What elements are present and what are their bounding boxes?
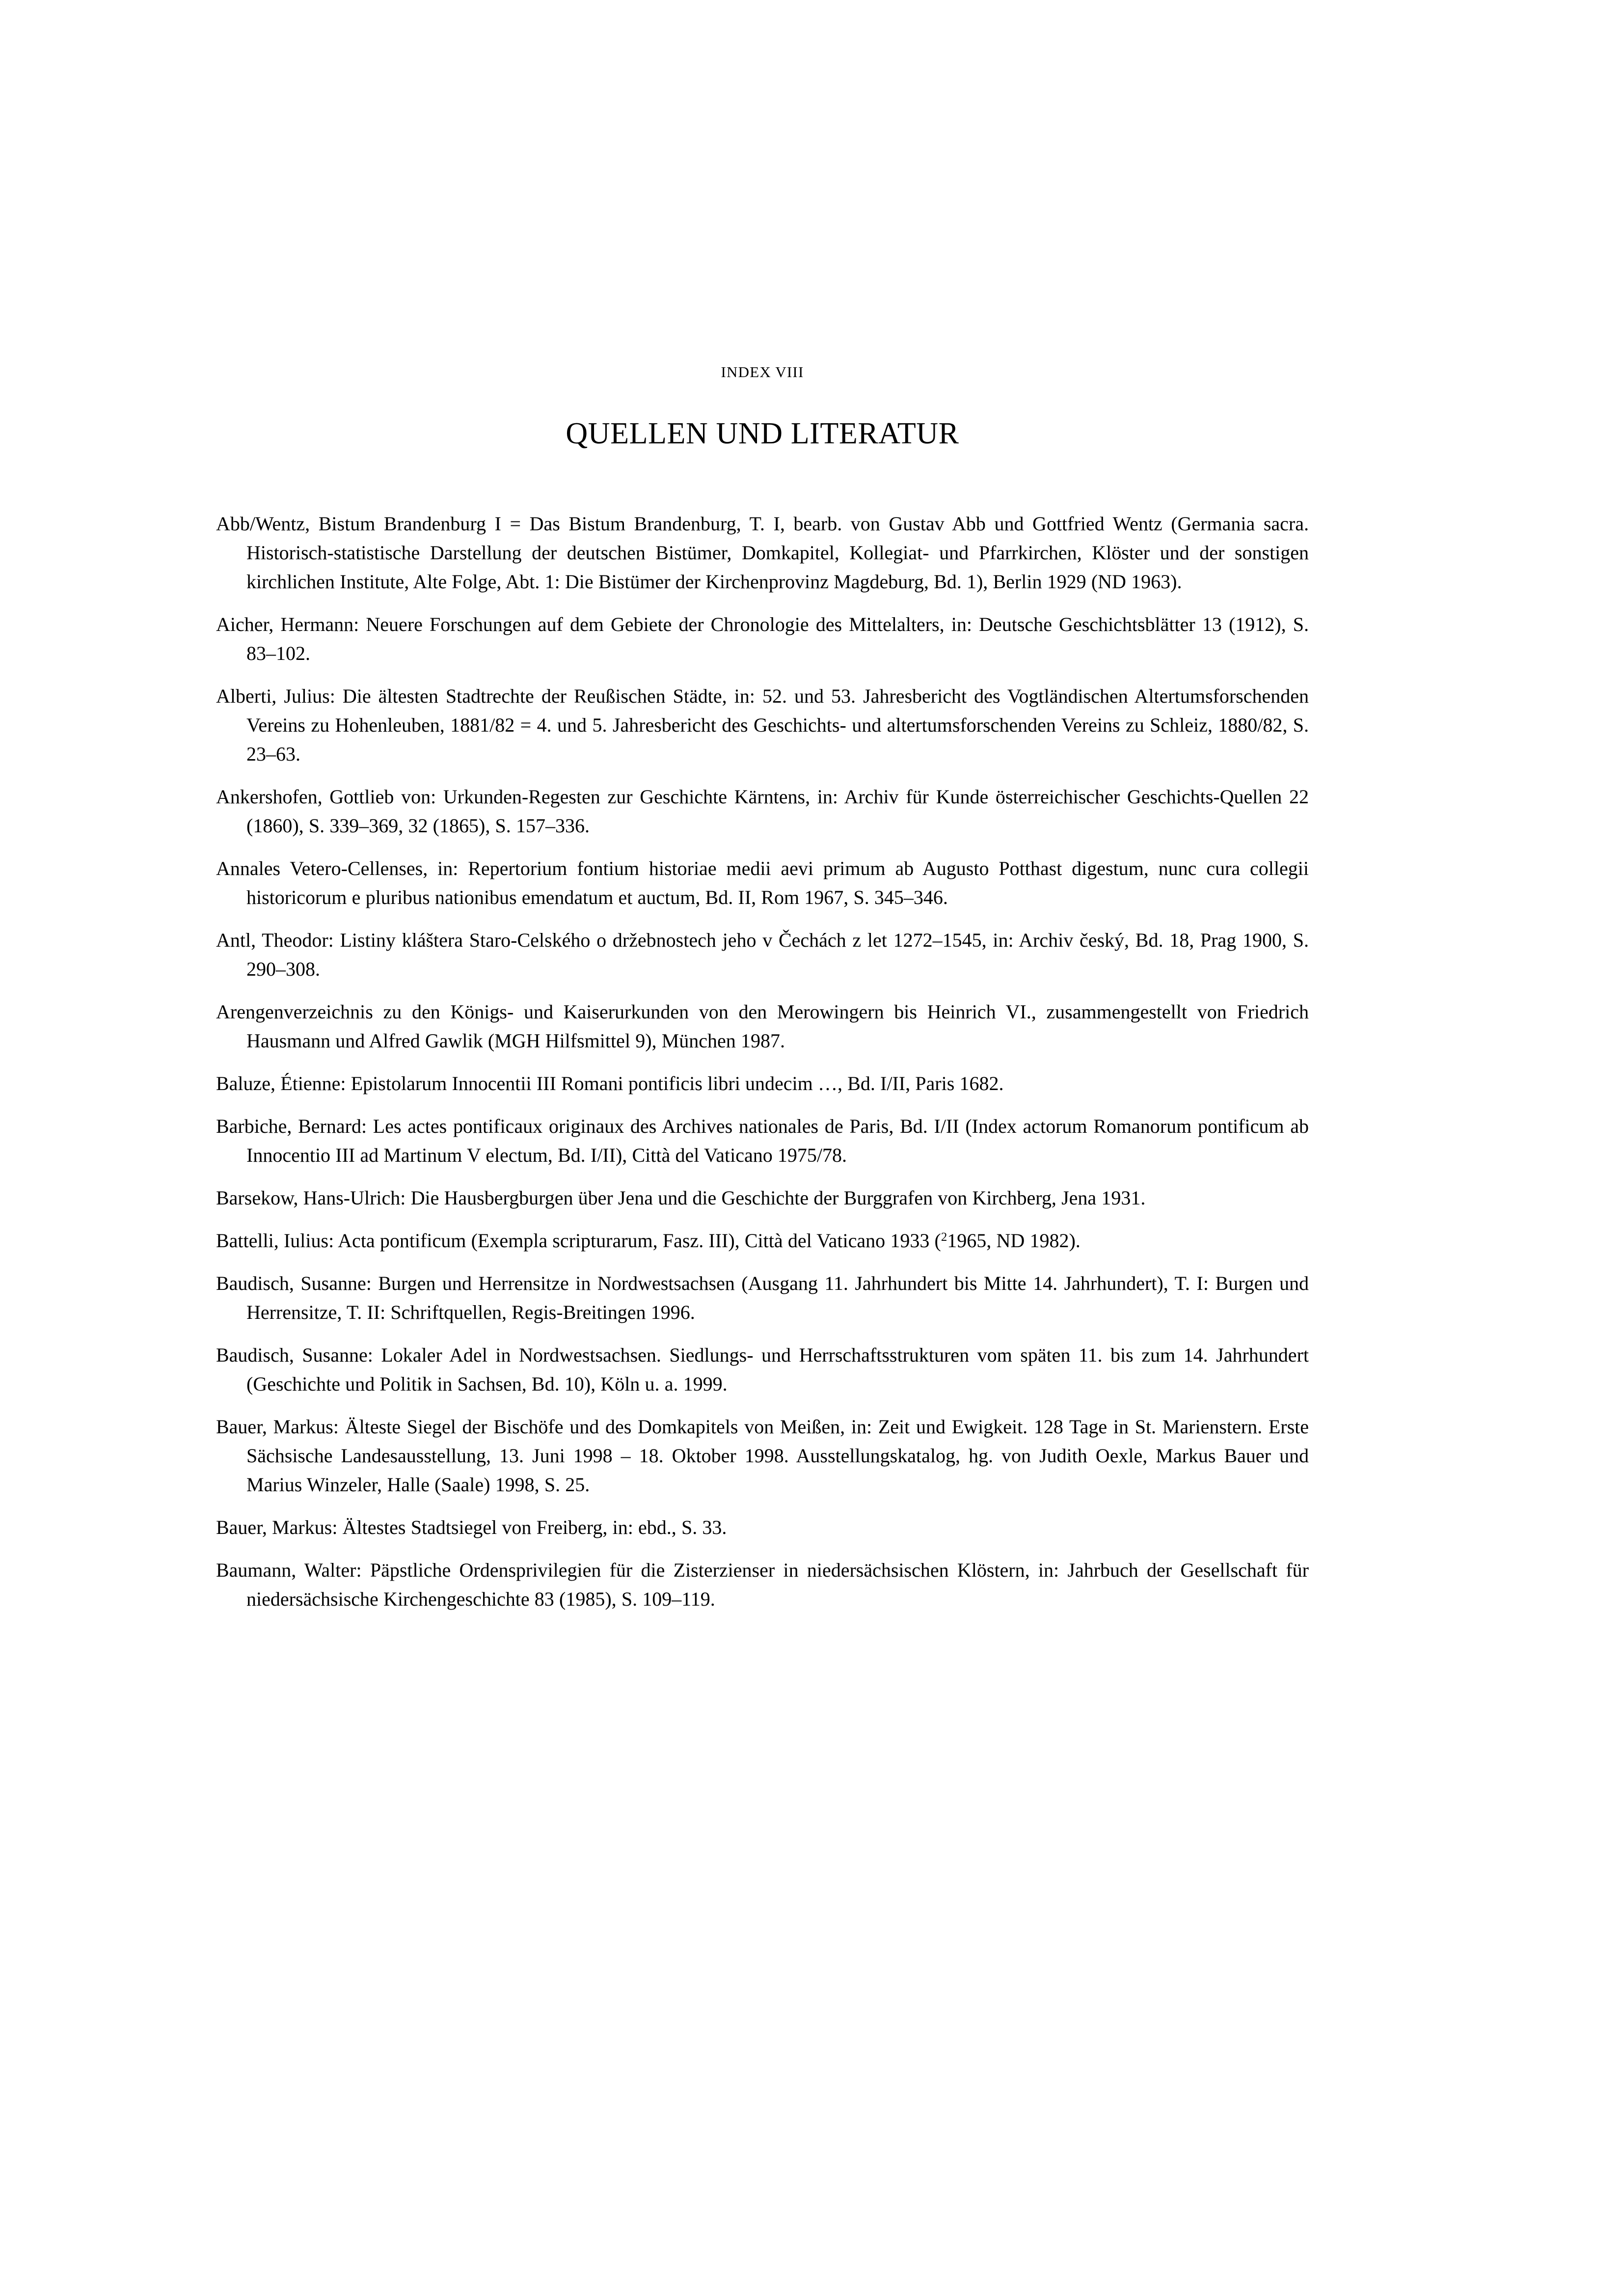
bibliography-entry: Barbiche, Bernard: Les actes pontificaux originaux des Archives nationales de Paris, Bd. I/II (Index actorum Romanorum pontificum ab Innocentio III ad Martinum V electum, Bd. I/II), Città del Vaticano 1975/78. [216,1115,1309,1167]
bibliography-entry: Baumann, Walter: Päpstliche Ordensprivilegien für die Zisterzienser in niedersächsischen Klöstern, in: Jahrbuch der Gesellschaft für niedersächsische Kirchengeschichte 83 (1985), S. 109–119. [216,1559,1309,1611]
bibliography-entry: Arengenverzeichnis zu den Königs- und Kaiserurkunden von den Merowingern bis Heinrich VI., zusammengestellt von Friedrich Hausmann und Alfred Gawlik (MGH Hilfsmittel 9), München 1987. [216,1001,1309,1052]
entry-text-before-superscript: Battelli, Iulius: Acta pontificum (Exempla scripturarum, Fasz. III), Città del Vaticano 1933 ( [216,1230,941,1252]
edition-superscript: 2 [941,1230,947,1244]
bibliography-entry: Bauer, Markus: Ältestes Stadtsiegel von Freiberg, in: ebd., S. 33. [216,1516,727,1539]
bibliography-entry: Abb/Wentz, Bistum Brandenburg I = Das Bistum Brandenburg, T. I, bearb. von Gustav Abb und Gottfried Wentz (Germania sacra. Historisch-statistische Darstellung der deutschen Bistümer, Domkapitel, Kollegiat- und Pfarrkirchen, Klöster und der sonstigen kirchlichen Institute, Alte Folge, Abt. 1: Die Bistümer der Kirchenprovinz Magdeburg, Bd. 1), Berlin 1929 (ND 1963). [216,513,1309,593]
bibliography-entry: Baudisch, Susanne: Burgen und Herrensitze in Nordwestsachsen (Ausgang 11. Jahrhundert bis Mitte 14. Jahrhundert), T. I: Burgen und Herrensitze, T. II: Schriftquellen, Regis-Breitingen 1996. [216,1272,1309,1324]
bibliography-entry: Barsekow, Hans-Ulrich: Die Hausbergburgen über Jena und die Geschichte der Burggrafen von Kirchberg, Jena 1931. [216,1187,1146,1209]
bibliography-entry: Ankershofen, Gottlieb von: Urkunden-Regesten zur Geschichte Kärntens, in: Archiv für Kunde österreichischer Geschichts-Quellen 22 (1860), S. 339–369, 32 (1865), S. 157–336. [216,786,1309,837]
bibliography-entry: Annales Vetero-Cellenses, in: Repertorium fontium historiae medii aevi primum ab Augusto Potthast digestum, nunc cura collegii historicorum e pluribus nationibus emendatum et auctum, Bd. II, Rom 1967, S. 345–346. [216,857,1309,909]
page-content [216,363,1309,1613]
bibliography-entry: Antl, Theodor: Listiny kláštera Staro-Celského o držebnostech jeho v Čechách z let 1272–1545, in: Archiv český, Bd. 18, Prag 1900, S. 290–308. [216,929,1309,981]
bibliography-entry: Alberti, Julius: Die ältesten Stadtrechte der Reußischen Städte, in: 52. und 53. Jahresbericht des Vogtländischen Altertumsforschenden Vereins zu Hohenleuben, 1881/82 = 4. und 5. Jahresbericht des Geschichts- und altertumsforschenden Vereins zu Schleiz, 1880/82, S. 23–63. [216,685,1309,765]
running-head: INDEX VIII [721,363,804,381]
bibliography-entry: Baudisch, Susanne: Lokaler Adel in Nordwestsachsen. Siedlungs- und Herrschaftsstrukturen vom späten 11. bis zum 14. Jahrhundert (Geschichte und Politik in Sachsen, Bd. 10), Köln u. a. 1999. [216,1344,1309,1395]
bibliography-entry: Baluze, Étienne: Epistolarum Innocentii III Romani pontificis libri undecim …, Bd. I/II, Paris 1682. [216,1072,1004,1095]
entry-text-after-superscript: 1965, ND 1982). [947,1230,1081,1252]
bibliography-entry [216,1226,1309,1255]
bibliography-entry: Bauer, Markus: Älteste Siegel der Bischöfe und des Domkapitels von Meißen, in: Zeit und Ewigkeit. 128 Tage in St. Marienstern. Erste Sächsische Landesausstellung, 13. Juni 1998 – 18. Oktober 1998. Ausstellungskatalog, hg. von Judith Oexle, Markus Bauer und Marius Winzeler, Halle (Saale) 1998, S. 25. [216,1416,1309,1496]
bibliography-list [216,509,1309,1613]
page-title: QUELLEN UND LITERATUR [566,417,959,450]
bibliography-entry: Aicher, Hermann: Neuere Forschungen auf dem Gebiete der Chronologie des Mittelalters, in: Deutsche Geschichtsblätter 13 (1912), S. 83–102. [216,613,1309,665]
